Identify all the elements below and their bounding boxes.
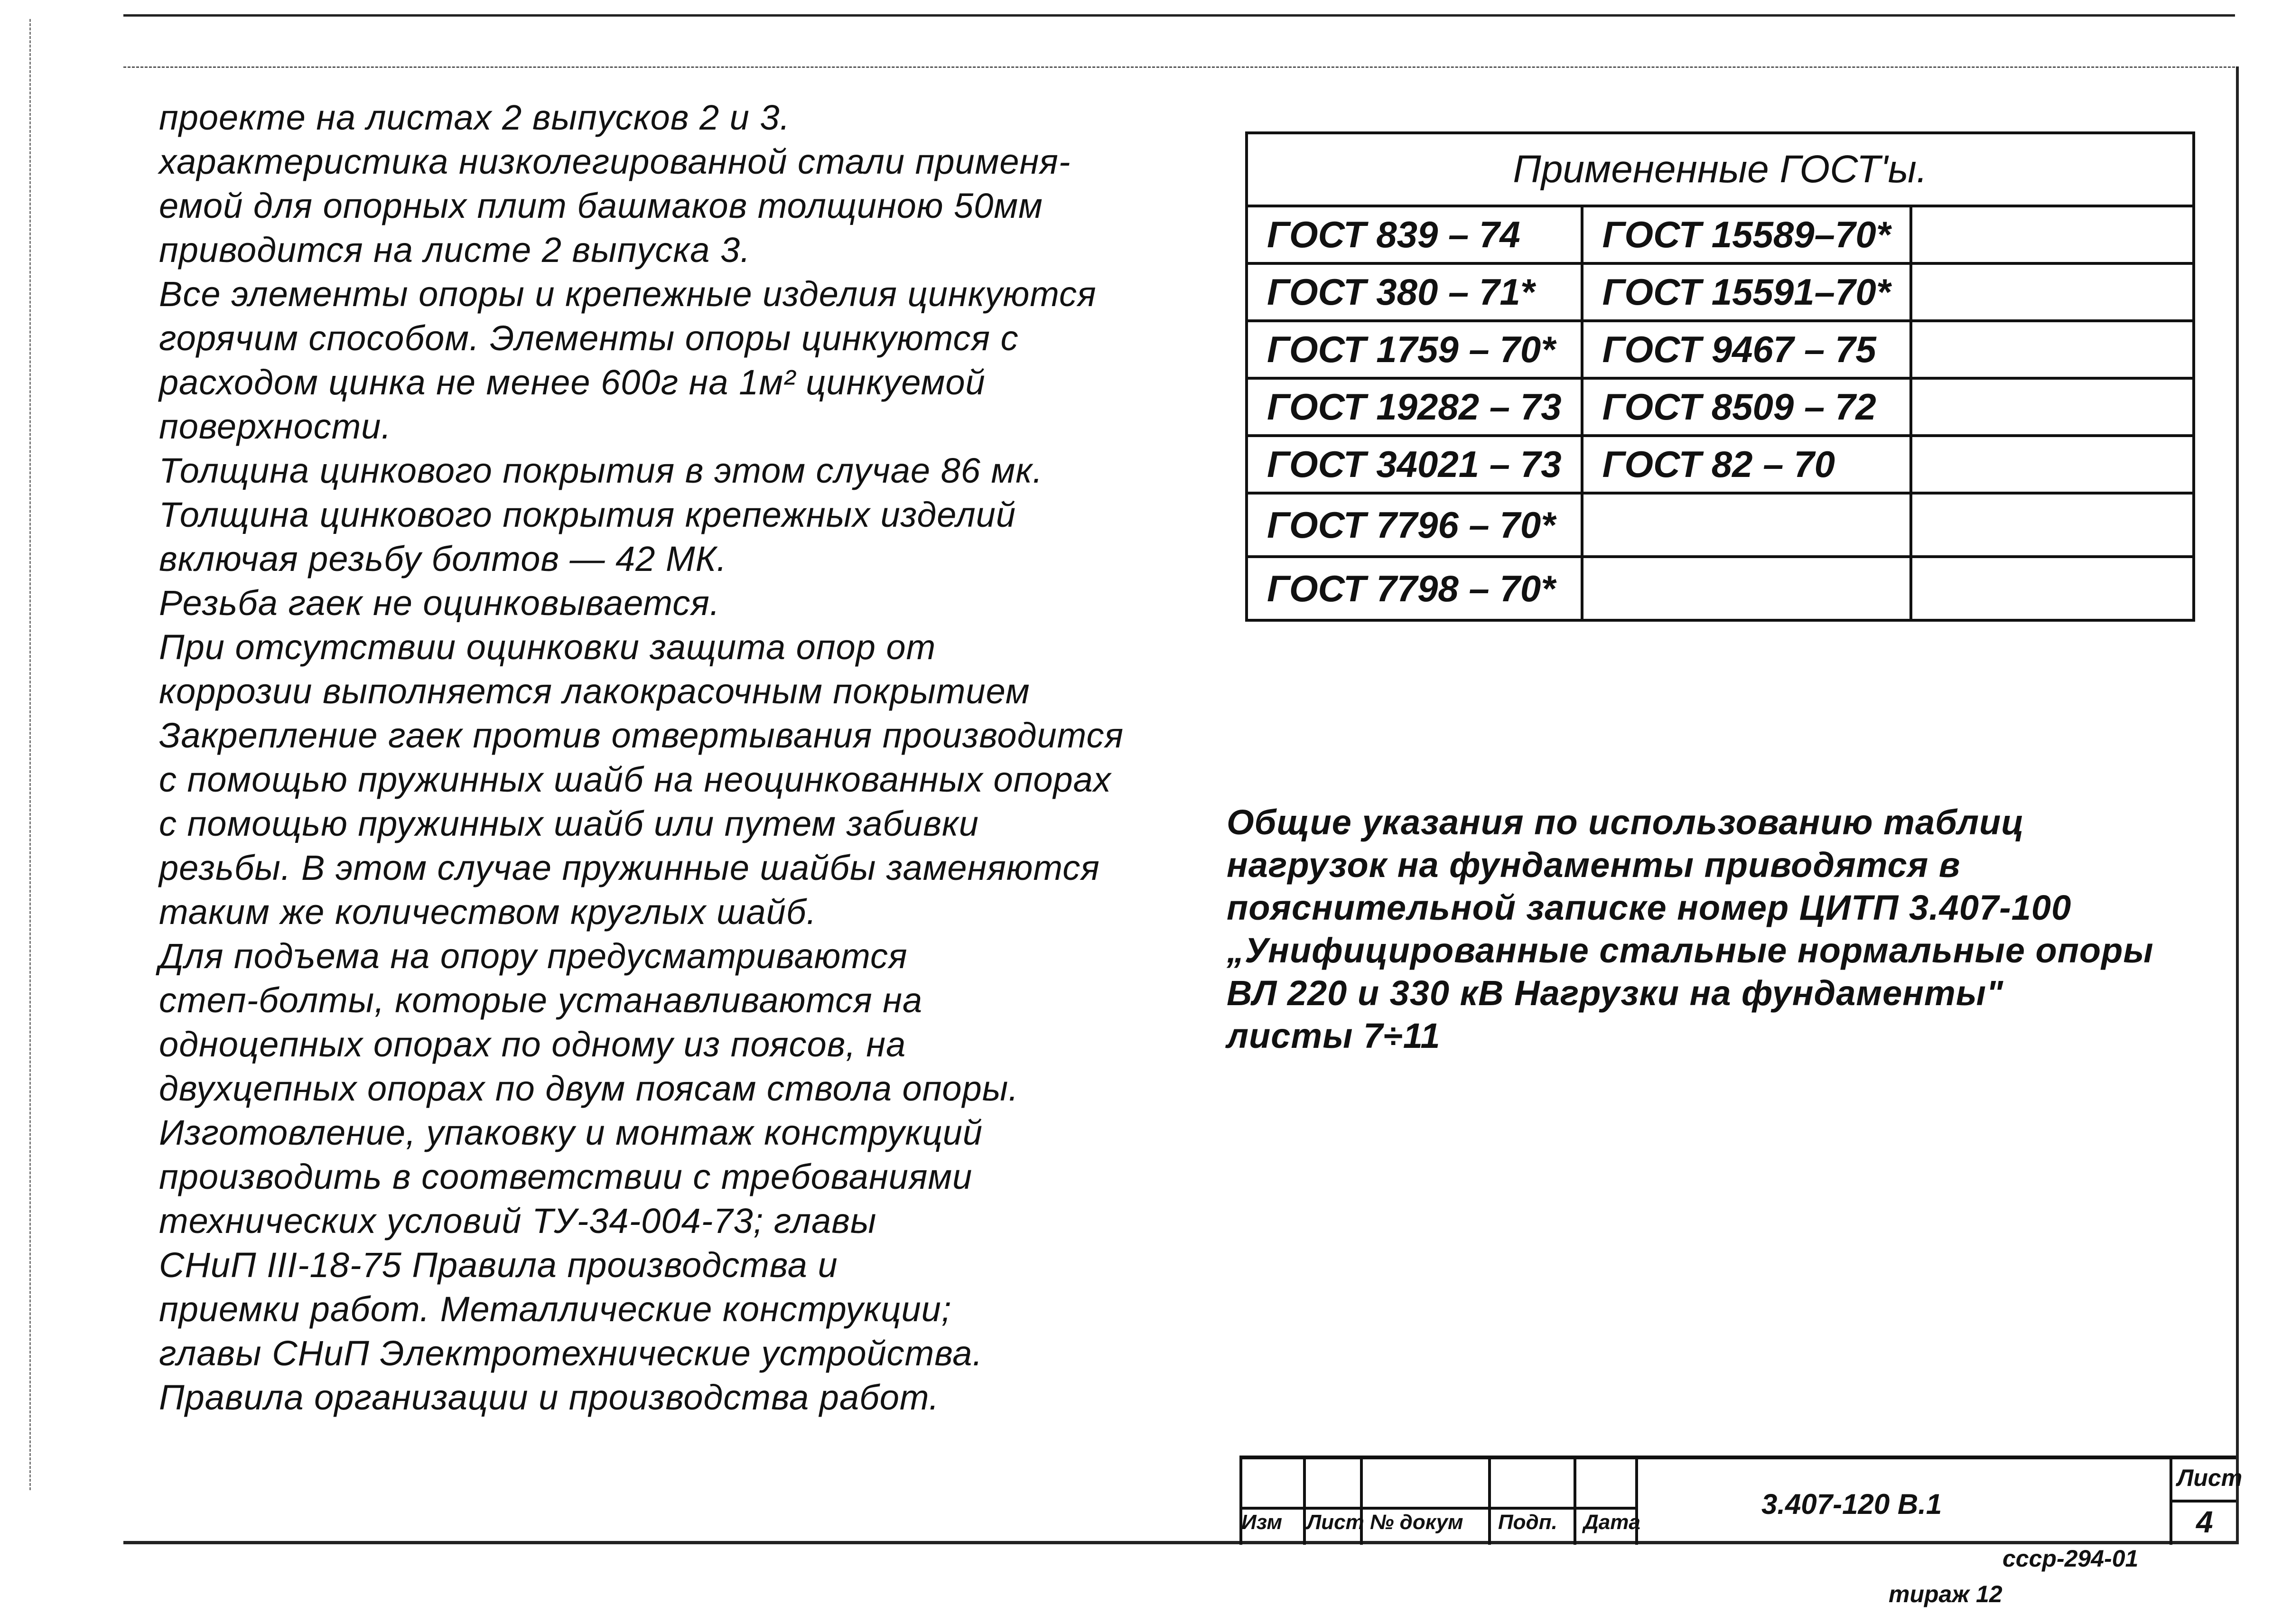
gost-row bbox=[1247, 263, 2194, 321]
sheet-number: 4 bbox=[2196, 1505, 2213, 1539]
notes-line: технических условий ТУ-34-004-73; главы bbox=[159, 1201, 877, 1241]
note-line: листы 7÷11 bbox=[1227, 1016, 1441, 1055]
notes-line: Толщина цинкового покрытия крепежных изделий bbox=[159, 495, 1016, 534]
notes-line: Для подъема на опору предусматриваются bbox=[159, 936, 908, 976]
tb-label-izm: Изм bbox=[1241, 1511, 1283, 1534]
gost-cell bbox=[1582, 557, 1911, 620]
notes-line: степ-болты, которые устанавливаются на bbox=[159, 980, 923, 1020]
gost-cell: ГОСТ 380 – 71* bbox=[1247, 263, 1582, 321]
note-line: ВЛ 220 и 330 кВ Нагрузки на фундаменты" bbox=[1227, 973, 2004, 1013]
notes-line: Изготовление, упаковку и монтаж конструкций bbox=[159, 1113, 983, 1152]
frame-right-border bbox=[2236, 66, 2239, 1542]
applied-gost-table bbox=[1245, 131, 2195, 622]
tb-label-sign: Подп. bbox=[1498, 1511, 1557, 1534]
notes-line: Правила организации и производства работ. bbox=[159, 1378, 940, 1417]
notes-line: резьбы. В этом случае пружинные шайбы заменяются bbox=[159, 848, 1100, 887]
notes-line: горячим способом. Элементы опоры цинкуются с bbox=[159, 318, 1019, 358]
notes-line: расходом цинка не менее 600г на 1м² цинкуемой bbox=[159, 363, 986, 402]
gost-row bbox=[1247, 321, 2194, 378]
gost-table-title: Примененные ГОСТ'ы. bbox=[1247, 133, 2194, 206]
gost-cell: ГОСТ 7796 – 70* bbox=[1247, 493, 1582, 557]
frame-left-margin bbox=[29, 19, 31, 1490]
notes-line: одноцепных опорах по одному из поясов, на bbox=[159, 1025, 906, 1064]
note-line: Общие указания по использованию таблиц bbox=[1227, 803, 2024, 842]
notes-line: поверхности. bbox=[159, 407, 391, 446]
frame-top-dashed-border bbox=[123, 66, 2235, 68]
gost-cell bbox=[1911, 378, 2194, 436]
notes-line: двухцепных опорах по двум поясам ствола опоры. bbox=[159, 1069, 1019, 1108]
tb-label-date: Дата bbox=[1583, 1511, 1640, 1534]
notes-line: таким же количеством круглых шайб. bbox=[159, 892, 817, 932]
gost-cell bbox=[1911, 321, 2194, 378]
sheet-label: Лист bbox=[2177, 1465, 2243, 1491]
gost-row bbox=[1247, 493, 2194, 557]
notes-line: Закрепление гаек против отвертывания производится bbox=[159, 716, 1124, 755]
notes-line: емой для опорных плит башмаков толщиною 50мм bbox=[159, 186, 1043, 225]
notes-line: характеристика низколегированной стали применя- bbox=[159, 142, 1071, 181]
note-line: пояснительной записке номер ЦИТП 3.407-100 bbox=[1227, 888, 2072, 927]
notes-line: коррозии выполняется лакокрасочным покрытием bbox=[159, 672, 1030, 711]
notes-line: производить в соответствии с требованиями bbox=[159, 1157, 973, 1196]
notes-line: При отсутствии оцинковки защита опор от bbox=[159, 627, 936, 667]
gost-cell bbox=[1911, 206, 2194, 263]
gost-cell: ГОСТ 19282 – 73 bbox=[1247, 378, 1582, 436]
notes-line: проекте на листах 2 выпусков 2 и 3. bbox=[159, 98, 791, 137]
notes-line: с помощью пружинных шайб или путем забивки bbox=[159, 804, 979, 843]
title-block bbox=[1239, 1456, 2243, 1545]
tb-label-doc: № докум bbox=[1370, 1511, 1463, 1534]
gost-cell bbox=[1582, 493, 1911, 557]
frame-top-border bbox=[123, 14, 2235, 17]
notes-line: Все элементы опоры и крепежные изделия цинкуются bbox=[159, 274, 1097, 314]
tb-label-list: Лист bbox=[1307, 1511, 1364, 1534]
gost-cell: ГОСТ 1759 – 70* bbox=[1247, 321, 1582, 378]
notes-line: Резьба гаек не оцинковывается. bbox=[159, 583, 720, 623]
notes-line: приводится на листе 2 выпуска 3. bbox=[159, 230, 751, 270]
tb-divider bbox=[1239, 1507, 1638, 1510]
notes-line: главы СНиП Электротехнические устройства. bbox=[159, 1334, 983, 1373]
gost-cell bbox=[1911, 263, 2194, 321]
gost-cell: ГОСТ 82 – 70 bbox=[1582, 436, 1911, 493]
gost-cell: ГОСТ 9467 – 75 bbox=[1582, 321, 1911, 378]
gost-cell bbox=[1911, 557, 2194, 620]
document-code: 3.407-120 В.1 bbox=[1761, 1488, 1942, 1520]
notes-line: с помощью пружинных шайб на неоцинкованных опорах bbox=[159, 760, 1111, 799]
gost-row bbox=[1247, 436, 2194, 493]
notes-line: СНиП III-18-75 Правила производства и bbox=[159, 1245, 838, 1285]
print-run-stamp: тираж 12 bbox=[1889, 1581, 2002, 1607]
notes-line: Толщина цинкового покрытия в этом случае 86 мк. bbox=[159, 451, 1043, 490]
gost-cell: ГОСТ 15589–70* bbox=[1582, 206, 1911, 263]
notes-line: приемки работ. Металлические конструкции; bbox=[159, 1289, 952, 1329]
order-stamp: ссср-294-01 bbox=[2002, 1545, 2139, 1572]
note-line: нагрузок на фундаменты приводятся в bbox=[1227, 845, 1961, 885]
gost-cell: ГОСТ 8509 – 72 bbox=[1582, 378, 1911, 436]
gost-cell bbox=[1911, 436, 2194, 493]
gost-cell: ГОСТ 15591–70* bbox=[1582, 263, 1911, 321]
gost-row bbox=[1247, 206, 2194, 263]
note-line: „Унифицированные стальные нормальные опоры bbox=[1227, 931, 2154, 970]
gost-cell: ГОСТ 34021 – 73 bbox=[1247, 436, 1582, 493]
sheet-cell-divider bbox=[2172, 1500, 2236, 1503]
gost-cell: ГОСТ 7798 – 70* bbox=[1247, 557, 1582, 620]
gost-row bbox=[1247, 557, 2194, 620]
gost-row bbox=[1247, 378, 2194, 436]
gost-cell: ГОСТ 839 – 74 bbox=[1247, 206, 1582, 263]
sheet-cell bbox=[2170, 1459, 2243, 1545]
notes-line: включая резьбу болтов — 42 МК. bbox=[159, 539, 727, 579]
gost-cell bbox=[1911, 493, 2194, 557]
